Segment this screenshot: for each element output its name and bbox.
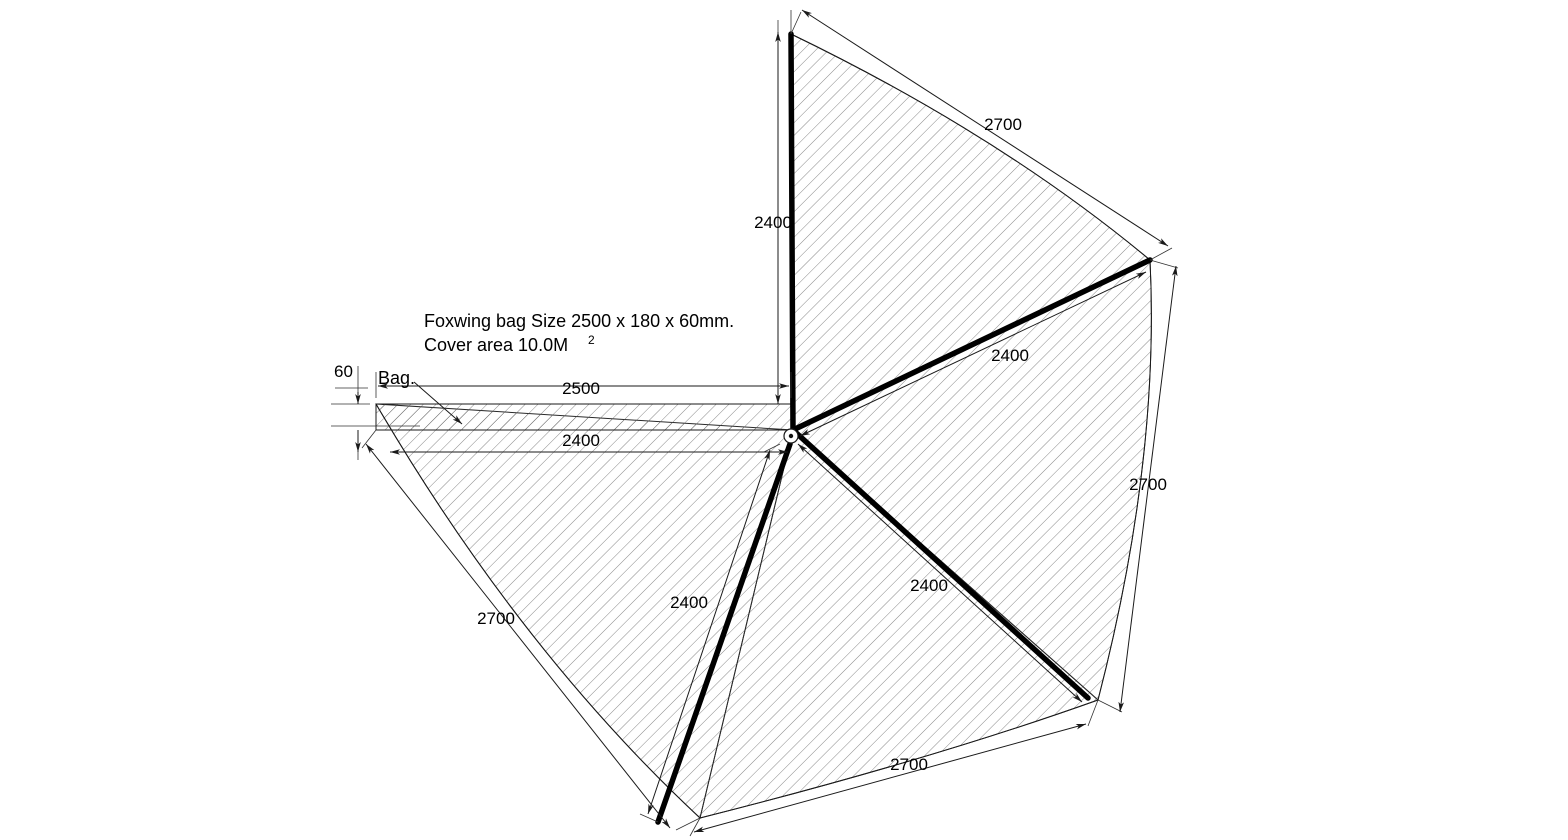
bag-label: Bag. (378, 368, 416, 388)
note-line-2: Cover area 10.0M (424, 335, 569, 355)
dim-edge-south: 2700 (890, 755, 928, 774)
notes-block (424, 311, 734, 355)
hub-center-dot (789, 434, 793, 438)
dim-bag-length: 2500 (562, 379, 600, 398)
panel-bag-strip (376, 404, 791, 430)
note-line-1: Foxwing bag Size 2500 x 180 x 60mm. (424, 311, 735, 331)
dim-rib-south: 2400 (670, 593, 708, 612)
dim-bag-thickness: 60 (334, 362, 353, 381)
dim-rib-west: 2400 (562, 431, 600, 450)
note-line-2-superscript: 2 (588, 333, 595, 347)
dim-edge-south-west: 2700 (477, 609, 515, 628)
dim-rib-south-east: 2400 (910, 576, 948, 595)
spar-north (791, 34, 793, 430)
dim-edge-east: 2700 (1129, 475, 1167, 494)
dim-rib-north: 2400 (754, 213, 792, 232)
dim-rib-north-east: 2400 (991, 346, 1029, 365)
canopy-panels (376, 34, 1151, 818)
dim-edge-north-east: 2700 (984, 115, 1022, 134)
